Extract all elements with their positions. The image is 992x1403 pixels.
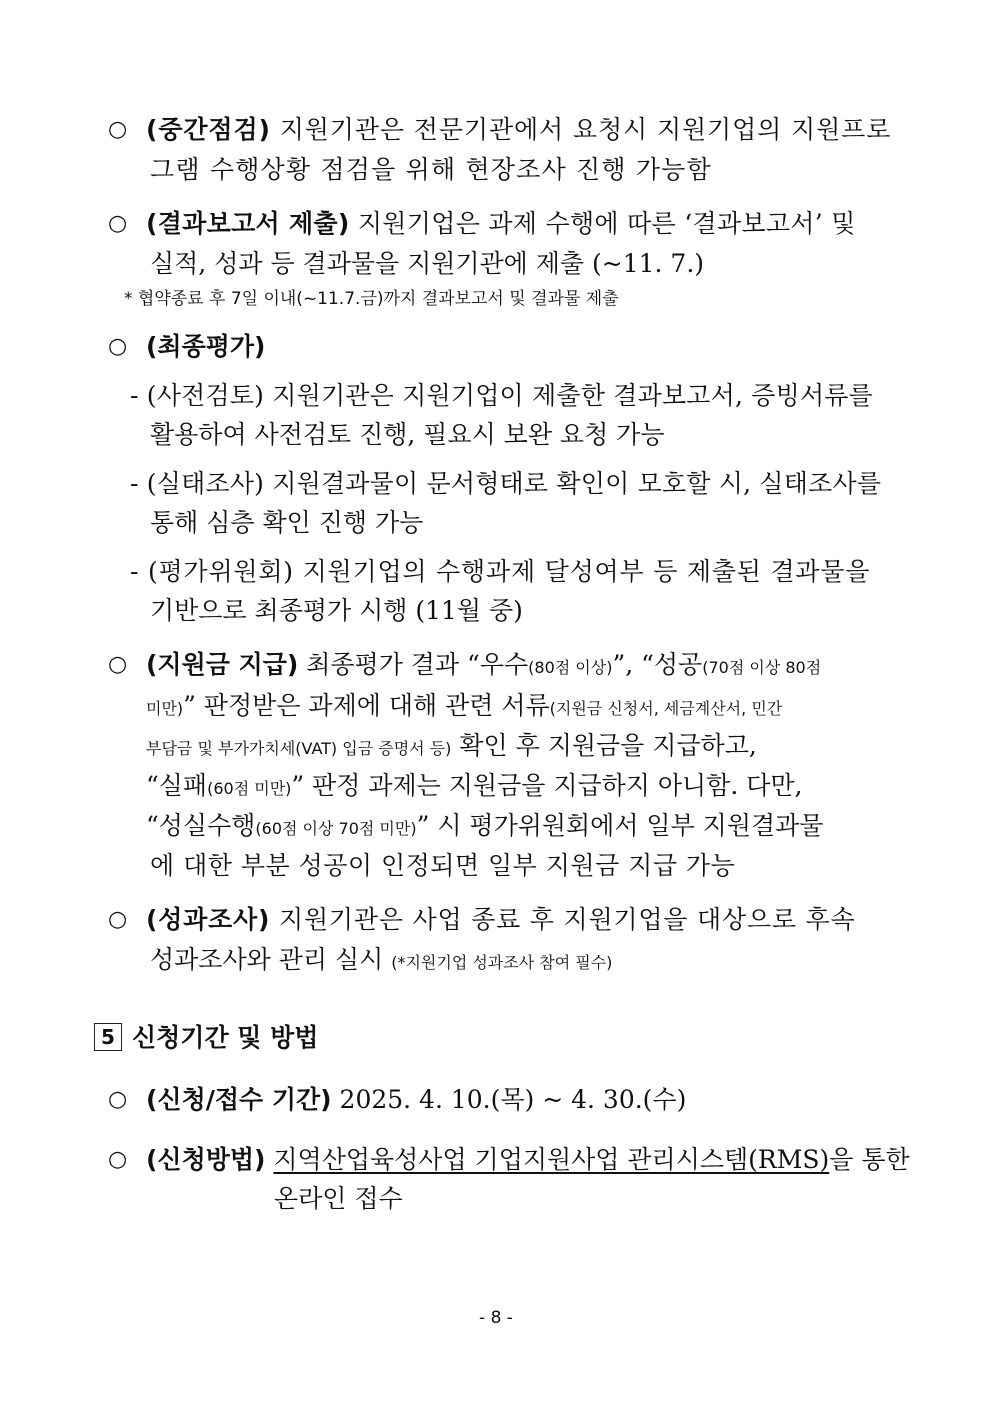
- survey-line1: [146, 903, 855, 937]
- method-text: 을 통한: [829, 1145, 910, 1174]
- report-line2: 실적, 성과 등 결과물을 지원기관에 제출 (~11. 7.): [150, 249, 705, 278]
- bullet: ○: [108, 1087, 128, 1112]
- method-line2: 온라인 접수: [274, 1184, 403, 1213]
- payment-small: (60점 미만): [207, 779, 292, 798]
- rms-link[interactable]: 지역산업육성사업 기업지원사업 관리시스템(RMS): [273, 1145, 830, 1174]
- payment-text: ”, “성공: [612, 650, 703, 679]
- bullet: ○: [108, 1147, 128, 1172]
- payment-small: 부담금 및 부가가치세(VAT) 입금 증명서 등): [146, 739, 452, 758]
- bullet: ○: [108, 907, 128, 932]
- survey-text: 지원기관은 사업 종료 후 지원기업을 대상으로 후속: [270, 905, 856, 934]
- bullet: ○: [108, 117, 128, 142]
- report-title: (결과보고서 제출): [146, 209, 350, 238]
- period-text: 2025. 4. 10.(목) ~ 4. 30.(수): [331, 1085, 687, 1114]
- payment-text: ” 판정받은 과제에 대해 관련 서류: [183, 691, 550, 720]
- payment-text: ” 판정 과제는 지원금을 지급하지 아니함. 다만,: [291, 771, 803, 800]
- survey-note: (*지원기업 성과조사 참여 필수): [391, 953, 613, 972]
- payment-small: 미만): [146, 699, 184, 718]
- payment-line4: [146, 769, 802, 806]
- payment-small: (70점 이상 80점: [702, 658, 822, 677]
- section-title: 신청기간 및 방법: [132, 1023, 319, 1052]
- final-title: (최종평가): [146, 332, 266, 361]
- payment-text: “성실수행: [146, 811, 256, 840]
- bullet: ○: [108, 334, 128, 359]
- final-sub3-line2: 기반으로 최종평가 시행 (11월 중): [150, 596, 523, 625]
- midcheck-text: 지원기관은 전문기관에서 요청시 지원기업의 지원프로: [270, 115, 892, 144]
- report-note: * 협약종료 후 7일 이내(~11.7.금)까지 결과보고서 및 결과물 제출: [124, 289, 619, 309]
- method-title: (신청방법): [146, 1145, 266, 1174]
- survey-text: 성과조사와 관리 실시: [150, 945, 392, 974]
- payment-line3: [146, 729, 757, 766]
- report-text: 지원기업은 과제 수행에 따른 ‘결과보고서’ 및: [349, 209, 856, 238]
- payment-text: “실패: [146, 771, 208, 800]
- payment-line6: 에 대한 부분 성공이 인정되면 일부 지원금 지급 가능: [150, 851, 736, 880]
- section-number: 5: [94, 1023, 122, 1051]
- section-heading: [94, 1021, 318, 1055]
- payment-line1: [146, 648, 821, 685]
- page-number: - 8 -: [479, 1308, 513, 1328]
- method-line1: [146, 1143, 910, 1177]
- payment-title: (지원금 지급): [146, 650, 299, 679]
- payment-small: (80점 이상): [528, 658, 613, 677]
- survey-line2: [150, 943, 612, 980]
- payment-line5: [146, 809, 823, 846]
- bullet: ○: [108, 211, 128, 236]
- midcheck-title: (중간점검): [146, 115, 271, 144]
- final-sub1-line2: 활용하여 사전검토 진행, 필요시 보완 요청 가능: [150, 420, 665, 449]
- payment-text: ” 시 평가위원회에서 일부 지원결과물: [416, 811, 824, 840]
- midcheck-line1: [146, 113, 891, 147]
- payment-small: (60점 이상 70점 미만): [255, 819, 417, 838]
- midcheck-line2: 그램 수행상황 점검을 위해 현장조사 진행 가능함: [150, 155, 712, 184]
- final-sub2-line1: - (실태조사) 지원결과물이 문서형태로 확인이 모호할 시, 실태조사를: [130, 469, 882, 498]
- final-sub1-line1: - (사전검토) 지원기관은 지원기업이 제출한 결과보고서, 증빙서류를: [130, 381, 874, 410]
- survey-title: (성과조사): [146, 905, 271, 934]
- payment-small: (지원금 신청서, 세금계산서, 민간: [549, 699, 783, 718]
- period-line: [146, 1083, 686, 1117]
- bullet: ○: [108, 652, 128, 677]
- final-sub3-line1: - (평가위원회) 지원기업의 수행과제 달성여부 등 제출된 결과물을: [130, 557, 871, 586]
- payment-text: 확인 후 지원금을 지급하고,: [451, 731, 757, 760]
- period-title: (신청/접수 기간): [146, 1085, 332, 1114]
- report-line1: [146, 207, 856, 241]
- payment-text: 최종평가 결과 “우수: [298, 650, 529, 679]
- payment-line2: [146, 689, 782, 726]
- final-sub2-line2: 통해 심층 확인 진행 가능: [150, 508, 424, 537]
